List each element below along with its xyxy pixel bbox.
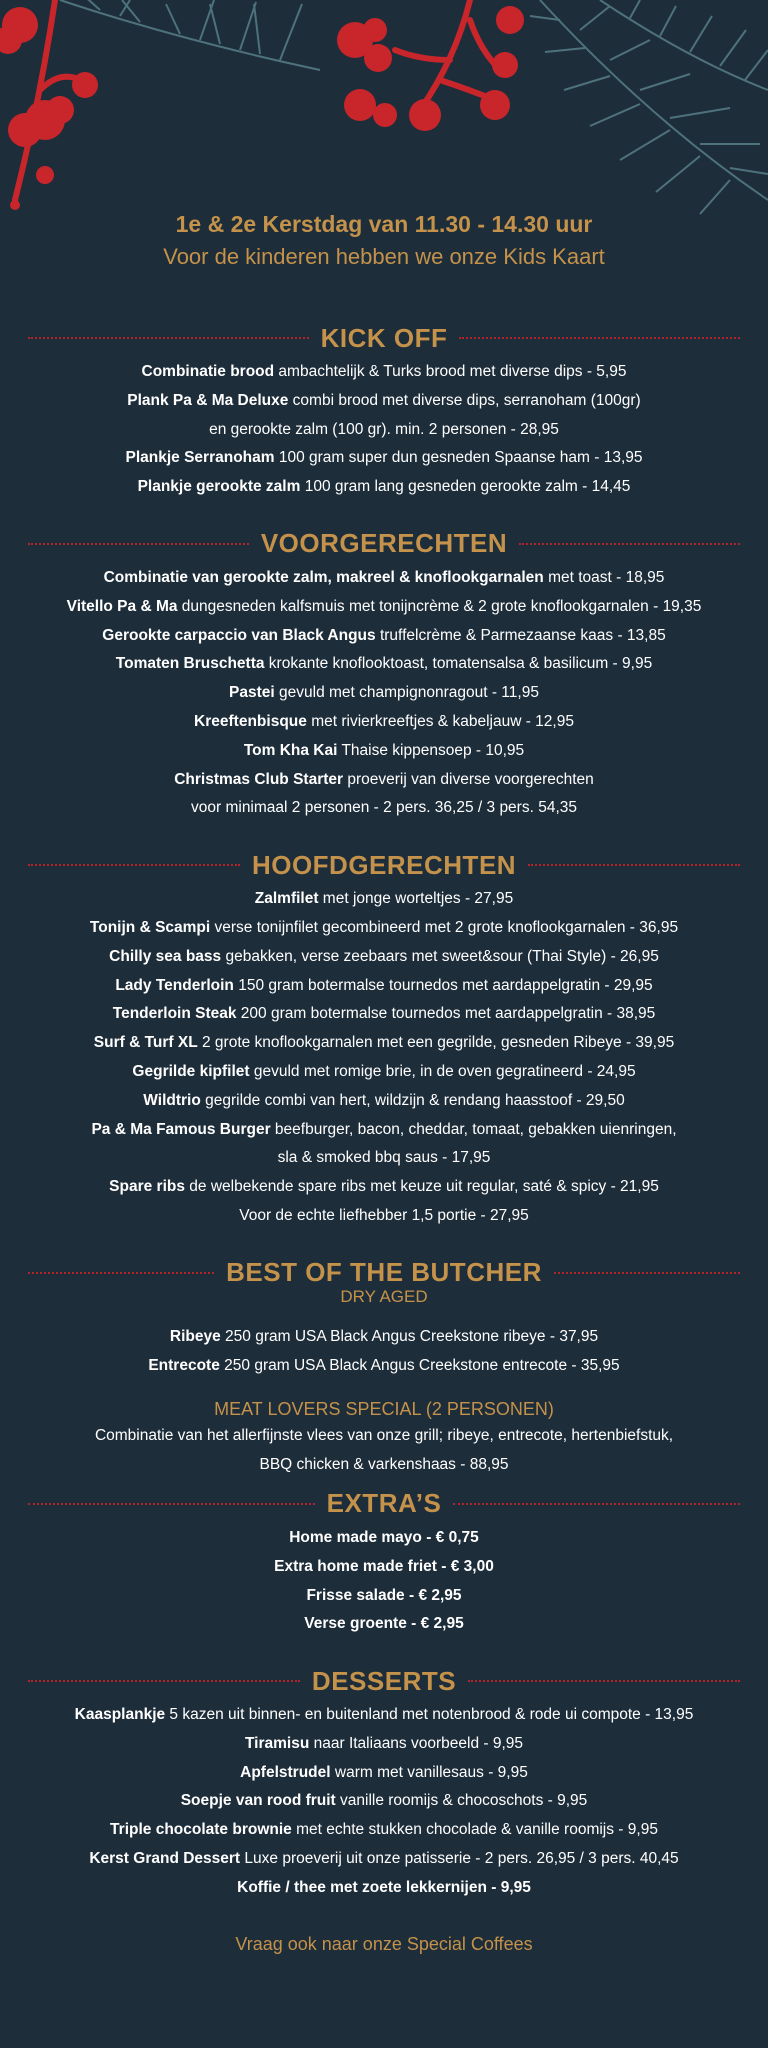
menu-item <box>20 1553 748 1582</box>
menu-item <box>20 473 748 502</box>
item-name: Lady Tenderloin <box>115 976 234 994</box>
menu-item <box>20 1058 748 1087</box>
menu-item <box>20 1144 748 1173</box>
divider <box>554 1272 740 1274</box>
menu-item <box>20 1845 748 1874</box>
item-desc: gebakken, verse zeebaars met sweet&sour (Thai Style) - 26,95 <box>221 947 659 965</box>
menu-item <box>20 1202 748 1231</box>
item-name: Kreeftenbisque <box>194 712 307 730</box>
divider <box>28 543 249 545</box>
menu-item <box>20 1582 748 1611</box>
item-name: Plankje gerookte zalm <box>137 478 301 496</box>
item-name: Triple chocolate brownie <box>110 1821 292 1839</box>
item-desc: gegrilde combi van hert, wildzijn & rendang haasstoof - 29,50 <box>200 1091 625 1109</box>
item-desc: gevuld met romige brie, in de oven gegratineerd - 24,95 <box>249 1062 636 1080</box>
menu-item <box>20 1701 748 1730</box>
menu-item <box>20 1524 748 1553</box>
menu-item <box>20 1451 748 1480</box>
item-name: Surf & Turf XL <box>93 1034 198 1052</box>
section-header <box>0 524 768 564</box>
menu-items <box>0 358 768 502</box>
section-title: DESSERTS <box>311 1665 457 1696</box>
menu-item <box>20 387 748 416</box>
section-title: BEST OF THE BUTCHER <box>226 1257 542 1288</box>
special-items <box>0 1422 768 1480</box>
section-header <box>0 1661 768 1701</box>
item-desc: verse tonijnfilet gecombineerd met 2 grote knoflookgarnalen - 36,95 <box>210 918 679 936</box>
section-subtitle: DRY AGED <box>340 1286 428 1306</box>
item-desc: 250 gram USA Black Angus Creekstone entrecote - 35,95 <box>219 1356 620 1374</box>
item-name: Ribeye <box>169 1327 221 1345</box>
menu-item <box>20 914 748 943</box>
item-desc: 2 grote knoflookgarnalen met een gegrilde, gesneden Ribeye - 39,95 <box>197 1034 675 1052</box>
kids-menu-note: Voor de kinderen hebben we onze Kids Kaart <box>163 244 605 269</box>
menu-item <box>20 1787 748 1816</box>
item-name: Tomaten Bruschetta <box>115 655 265 673</box>
item-name: Gegrilde kipfilet <box>132 1062 250 1080</box>
item-desc: BBQ chicken & varkenshaas - 88,95 <box>259 1456 509 1474</box>
section-desserts <box>0 1661 768 1903</box>
menu-item <box>20 1173 748 1202</box>
item-name: Wildtrio <box>143 1091 201 1109</box>
divider <box>459 337 740 339</box>
item-desc: met toast - 18,95 <box>543 568 665 586</box>
menu-content <box>0 318 768 1957</box>
item-desc: Voor de echte liefhebber 1,5 portie - 27,95 <box>239 1206 529 1224</box>
item-desc: voor minimaal 2 personen - 2 pers. 36,25 / 3 pers. 54,35 <box>191 799 577 817</box>
item-name: Tom Kha Kai <box>243 741 338 759</box>
item-name: Christmas Club Starter <box>174 770 344 788</box>
item-name: Entrecote <box>148 1356 220 1374</box>
item-desc: naar Italiaans voorbeeld - 9,95 <box>309 1734 524 1752</box>
item-desc: met echte stukken chocolade & vanille roomijs - 9,95 <box>291 1821 658 1839</box>
item-desc: 250 gram USA Black Angus Creekstone ribeye - 37,95 <box>220 1327 599 1345</box>
section-title: EXTRA’S <box>326 1488 442 1519</box>
item-name: Tenderloin Steak <box>112 1005 237 1023</box>
menu-item <box>20 1730 748 1759</box>
item-desc: en gerookte zalm (100 gr). min. 2 personen - 28,95 <box>209 420 559 438</box>
item-name: Plank Pa & Ma Deluxe <box>127 391 289 409</box>
item-name: Vitello Pa & Ma <box>66 597 178 615</box>
item-desc: Combinatie van het allerfijnste vlees van onze grill; ribeye, entrecote, hertenbiefstuk, <box>94 1427 674 1445</box>
menu-item <box>20 650 748 679</box>
menu-item <box>20 1352 748 1381</box>
section-title: HOOFDGERECHTEN <box>251 849 517 880</box>
item-name: Kaasplankje <box>74 1706 166 1724</box>
menu-item <box>20 1087 748 1116</box>
menu-item <box>20 416 748 445</box>
item-name: Plankje Serranoham <box>125 449 275 467</box>
menu-item <box>20 737 748 766</box>
menu-item <box>20 1874 748 1903</box>
item-name: Combinatie van gerookte zalm, makreel & knoflookgarnalen <box>103 568 544 586</box>
item-name: Extra home made friet - € 3,00 <box>274 1557 494 1575</box>
item-desc: Luxe proeverij uit onze patisserie - 2 pers. 26,95 / 3 pers. 40,45 <box>240 1850 679 1868</box>
menu-item <box>20 444 748 473</box>
item-name: Verse groente - € 2,95 <box>304 1615 464 1633</box>
menu-item <box>20 1610 748 1639</box>
item-desc: warm met vanillesaus - 9,95 <box>330 1763 528 1781</box>
menu-item <box>20 1323 748 1352</box>
menu-item <box>20 1759 748 1788</box>
item-desc: vanille roomijs & chocoschots - 9,95 <box>335 1792 588 1810</box>
menu-item <box>20 358 748 387</box>
divider <box>528 864 740 866</box>
opening-hours-header <box>0 208 768 274</box>
item-name: Pa & Ma Famous Burger <box>91 1120 271 1138</box>
item-desc: krokante knoflooktoast, tomatensalsa & basilicum - 9,95 <box>264 655 653 673</box>
item-desc: 100 gram super dun gesneden Spaanse ham - 13,95 <box>274 449 643 467</box>
menu-items <box>0 1323 768 1381</box>
item-desc: 150 gram botermalse tournedos met aardappelgratin - 29,95 <box>233 976 653 994</box>
item-desc: ambachtelijk & Turks brood met diverse dips - 5,95 <box>274 363 627 380</box>
section-hoofdgerechten <box>0 845 768 1231</box>
menu-item <box>20 885 748 914</box>
menu-item <box>20 679 748 708</box>
menu-item <box>20 766 748 795</box>
section-header <box>0 845 768 885</box>
menu-item <box>20 1116 748 1145</box>
section-header <box>0 318 768 358</box>
divider <box>468 1680 740 1682</box>
section-header <box>0 1484 768 1524</box>
item-name: Tiramisu <box>244 1734 310 1752</box>
divider <box>453 1503 740 1505</box>
menu-items <box>0 1701 768 1903</box>
item-name: Soepje van rood fruit <box>180 1792 336 1810</box>
menu-items <box>0 1524 768 1639</box>
section-voorgerechten <box>0 524 768 823</box>
item-name: Gerookte carpaccio van Black Angus <box>102 626 376 644</box>
special-coffees-note: Vraag ook naar onze Special Coffees <box>235 1933 533 1954</box>
menu-item <box>20 1816 748 1845</box>
menu-item <box>20 1422 748 1451</box>
holly-decoration <box>0 0 768 220</box>
divider <box>28 337 309 339</box>
item-desc: sla & smoked bbq saus - 17,95 <box>277 1149 491 1167</box>
item-name: Combinatie brood <box>141 363 275 380</box>
item-desc: beefburger, bacon, cheddar, tomaat, gebakken uienringen, <box>270 1120 677 1138</box>
menu-item <box>20 1000 748 1029</box>
item-desc: Thaise kippensoep - 10,95 <box>337 741 525 759</box>
opening-hours: 1e & 2e Kerstdag van 11.30 - 14.30 uur <box>175 211 593 237</box>
divider <box>519 543 740 545</box>
item-desc: 5 kazen uit binnen- en buitenland met notenbrood & rode ui compote - 13,95 <box>165 1706 694 1724</box>
divider <box>28 1680 300 1682</box>
item-desc: met rivierkreeftjes & kabeljauw - 12,95 <box>306 712 574 730</box>
item-name: Apfelstrudel <box>240 1763 331 1781</box>
item-name: Kerst Grand Dessert <box>89 1850 241 1868</box>
meat-lovers-special-title: MEAT LOVERS SPECIAL (2 PERSONEN) <box>214 1399 554 1420</box>
divider <box>28 1272 214 1274</box>
item-name: Zalmfilet <box>254 890 319 908</box>
item-name: Home made mayo - € 0,75 <box>289 1528 479 1546</box>
section-kick-off <box>0 318 768 502</box>
menu-item <box>20 1029 748 1058</box>
menu-item <box>20 564 748 593</box>
item-desc: gevuld met champignonragout - 11,95 <box>274 684 539 702</box>
item-name: Tonijn & Scampi <box>89 918 211 936</box>
item-name: Chilly sea bass <box>109 947 222 965</box>
item-desc: 200 gram botermalse tournedos met aardappelgratin - 38,95 <box>236 1005 656 1023</box>
item-name: Pastei <box>229 684 275 702</box>
item-desc: proeverij van diverse voorgerechten <box>343 770 594 788</box>
item-name: Frisse salade - € 2,95 <box>306 1586 462 1604</box>
menu-items <box>0 564 768 823</box>
menu-item <box>20 972 748 1001</box>
item-desc: 100 gram lang gesneden gerookte zalm - 14,45 <box>300 478 631 496</box>
menu-items <box>0 885 768 1231</box>
item-name: Spare ribs <box>109 1178 185 1196</box>
item-desc: dungesneden kalfsmuis met tonijncrème & 2 grote knoflookgarnalen - 19,35 <box>177 597 702 615</box>
menu-item <box>20 622 748 651</box>
menu-item <box>20 708 748 737</box>
section-title: VOORGERECHTEN <box>260 528 508 559</box>
section-extras <box>0 1484 768 1639</box>
item-desc: met jonge worteltjes - 27,95 <box>318 890 514 908</box>
item-desc: combi brood met diverse dips, serranoham (100gr) <box>288 391 641 409</box>
item-desc: truffelcrème & Parmezaanse kaas - 13,85 <box>375 626 666 644</box>
divider <box>28 1503 315 1505</box>
item-name: Koffie / thee met zoete lekkernijen - 9,95 <box>237 1878 531 1896</box>
section-title: KICK OFF <box>320 322 448 353</box>
section-best-of-the-butcher <box>0 1253 768 1480</box>
menu-item <box>20 794 748 823</box>
divider <box>28 864 240 866</box>
menu-item <box>20 943 748 972</box>
menu-item <box>20 593 748 622</box>
item-desc: de welbekende spare ribs met keuze uit regular, saté & spicy - 21,95 <box>184 1178 659 1196</box>
